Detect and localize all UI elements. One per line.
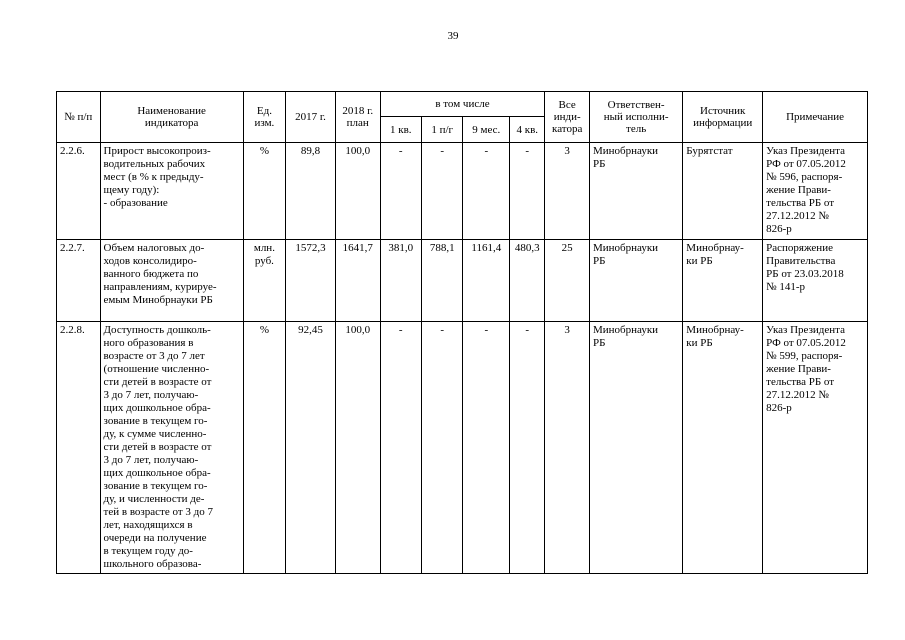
table-row: [57, 240, 868, 322]
row-name: Доступность дошколь- ного образования в возрасте от 3 до 7 лет (отношение численно- сти детей в возрасте от 3 до 7 лет, получаю- щих дошкольное обра- зование в текущем го- ду, к сумме численно- сти детей в возрасте от 3 до 7 лет, получаю- щих дошкольное обра- зование в текущем го- ду, и численности де- тей в возрасте от 3 до 7 лет, находящихся в очереди на получение в текущем году до- школьного образова-: [100, 322, 243, 574]
row-2017: 1572,3: [286, 240, 336, 322]
page-number: 39: [447, 30, 459, 42]
indicators-table: [56, 91, 868, 574]
row-h1: -: [421, 143, 462, 240]
row-q1: 381,0: [380, 240, 421, 322]
header-note: Примечание: [763, 92, 868, 143]
table-row: [57, 322, 868, 574]
row-2018: 1641,7: [335, 240, 380, 322]
row-q4: -: [510, 143, 545, 240]
header-name: Наименование индикатора: [100, 92, 243, 143]
header-2018-plan: 2018 г. план: [335, 92, 380, 143]
table-header: [57, 92, 868, 143]
row-source: Минобрнау- ки РБ: [683, 322, 763, 574]
header-2017: 2017 г.: [286, 92, 336, 143]
row-name: Прирост высокопроиз- водительных рабочих мест (в % к предыду- щему году): - образование: [100, 143, 243, 240]
header-h1: 1 п/г: [421, 117, 462, 143]
row-q1: -: [380, 322, 421, 574]
row-note: Распоряжение Правительства РБ от 23.03.2018 № 141-р: [763, 240, 868, 322]
row-2017: 92,45: [286, 322, 336, 574]
row-q4: 480,3: [510, 240, 545, 322]
header-unit: Ед. изм.: [243, 92, 286, 143]
row-all: 3: [545, 322, 590, 574]
row-responsible: Минобрнауки РБ: [589, 143, 682, 240]
row-name: Объем налоговых до- ходов консолидиро- ванного бюджета по направлениям, курируе- емым Минобрнауки РБ: [100, 240, 243, 322]
row-source: Минобрнау- ки РБ: [683, 240, 763, 322]
row-q1: -: [380, 143, 421, 240]
row-responsible: Минобрнауки РБ: [589, 240, 682, 322]
row-responsible: Минобрнауки РБ: [589, 322, 682, 574]
row-2017: 89,8: [286, 143, 336, 240]
row-num: 2.2.8.: [57, 322, 101, 574]
table-row: [57, 143, 868, 240]
row-2018: 100,0: [335, 143, 380, 240]
row-all: 3: [545, 143, 590, 240]
header-including: в том числе: [380, 92, 545, 117]
row-note: Указ Президента РФ от 07.05.2012 № 599, распоря- жение Прави- тельства РБ от 27.12.2012 № 826-р: [763, 322, 868, 574]
row-9m: -: [463, 143, 510, 240]
row-num: 2.2.7.: [57, 240, 101, 322]
row-h1: -: [421, 322, 462, 574]
header-q4: 4 кв.: [510, 117, 545, 143]
row-note: Указ Президента РФ от 07.05.2012 № 596, распоря- жение Прави- тельства РБ от 27.12.2012 № 826-р: [763, 143, 868, 240]
row-q4: -: [510, 322, 545, 574]
row-2018: 100,0: [335, 322, 380, 574]
header-9m: 9 мес.: [463, 117, 510, 143]
row-unit: %: [243, 322, 286, 574]
header-q1: 1 кв.: [380, 117, 421, 143]
row-num: 2.2.6.: [57, 143, 101, 240]
header-responsible: Ответствен- ный исполни- тель: [589, 92, 682, 143]
header-num: № п/п: [57, 92, 101, 143]
header-source: Источник информации: [683, 92, 763, 143]
header-all-indicators: Все инди- катора: [545, 92, 590, 143]
row-all: 25: [545, 240, 590, 322]
row-unit: %: [243, 143, 286, 240]
row-9m: 1161,4: [463, 240, 510, 322]
row-9m: -: [463, 322, 510, 574]
row-h1: 788,1: [421, 240, 462, 322]
row-unit: млн. руб.: [243, 240, 286, 322]
row-source: Бурятстат: [683, 143, 763, 240]
